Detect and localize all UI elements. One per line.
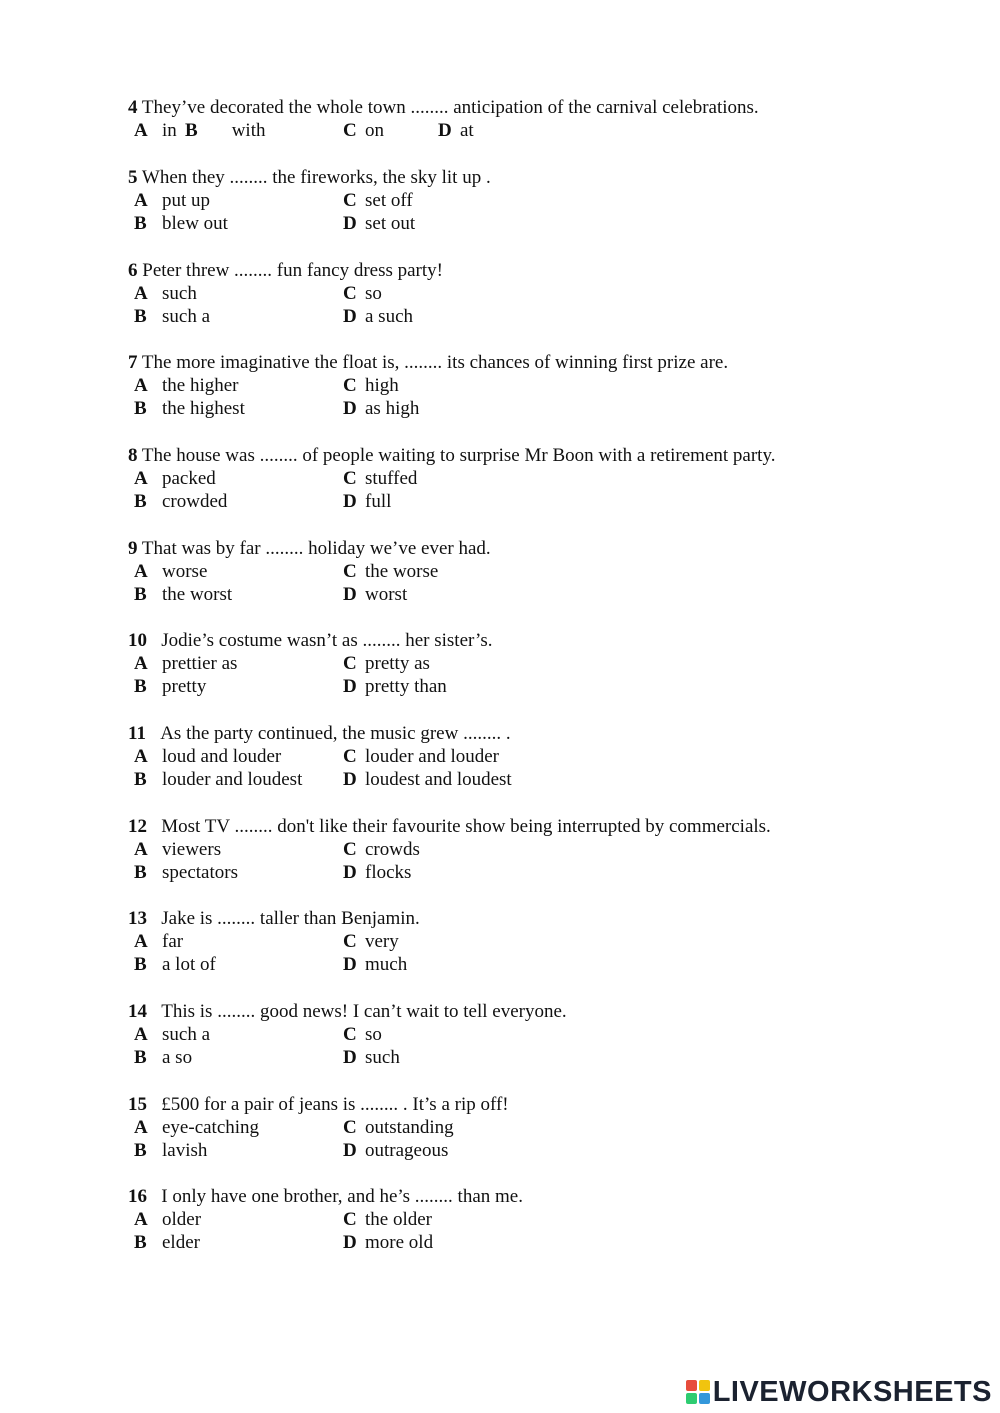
- question-10: [128, 629, 888, 698]
- option-letter: A: [134, 1117, 148, 1138]
- option-text: loud and louder: [162, 746, 282, 767]
- option-letter: B: [185, 120, 198, 141]
- option-text: older: [162, 1209, 202, 1230]
- question-9: [128, 537, 888, 606]
- option-c[interactable]: [343, 189, 413, 212]
- question-14: [128, 1000, 888, 1069]
- option-letter: C: [343, 653, 357, 674]
- option-letter: C: [343, 561, 357, 582]
- question-8: [128, 444, 888, 513]
- brand-wordmark: LIVEWORKSHEETS: [712, 1375, 992, 1408]
- question-text: The house was ........ of people waiting to surprise Mr Boon with a retirement party.: [141, 445, 776, 466]
- option-a[interactable]: [134, 282, 197, 305]
- option-text: at: [460, 120, 474, 141]
- option-letter: A: [134, 1209, 148, 1230]
- option-text: in: [162, 120, 177, 141]
- option-c[interactable]: [343, 652, 430, 675]
- option-text: so: [365, 283, 382, 304]
- options-row: [128, 1231, 888, 1254]
- option-text: the older: [365, 1209, 433, 1230]
- option-text: more old: [365, 1232, 434, 1253]
- options-row: [128, 583, 888, 606]
- option-text: put up: [162, 190, 211, 211]
- options-row: [128, 953, 888, 976]
- options-row: [128, 652, 888, 675]
- options-row: [128, 282, 888, 305]
- option-text: pretty than: [365, 676, 447, 697]
- option-b[interactable]: [134, 305, 210, 328]
- option-c[interactable]: [343, 1023, 382, 1046]
- option-b[interactable]: [134, 675, 206, 698]
- option-letter: C: [343, 375, 357, 396]
- question-text: I only have one brother, and he’s ........ than me.: [161, 1186, 523, 1207]
- option-text: worst: [365, 584, 408, 605]
- option-letter: D: [343, 213, 357, 234]
- option-text: high: [365, 375, 399, 396]
- option-letter: D: [343, 676, 357, 697]
- option-letter: C: [343, 468, 357, 489]
- option-text: stuffed: [365, 468, 418, 489]
- option-text: set off: [365, 190, 413, 211]
- option-letter: B: [134, 398, 147, 419]
- option-letter: D: [343, 1232, 357, 1253]
- options-row: [128, 1046, 888, 1069]
- option-letter: B: [134, 769, 147, 790]
- options-row: [128, 560, 888, 583]
- option-d[interactable]: [343, 1139, 448, 1162]
- option-a[interactable]: [134, 467, 216, 490]
- question-number: 6: [128, 260, 138, 281]
- question-number: 8: [128, 445, 138, 466]
- option-d[interactable]: [343, 490, 391, 513]
- option-letter: A: [134, 746, 148, 767]
- options-row: [128, 1208, 888, 1231]
- option-letter: D: [343, 584, 357, 605]
- question-number: 14: [128, 1001, 147, 1022]
- option-text: crowded: [162, 491, 228, 512]
- question-12: [128, 815, 888, 884]
- option-letter: C: [343, 120, 357, 141]
- question-stem: [128, 1093, 888, 1116]
- option-text: set out: [365, 213, 416, 234]
- option-d[interactable]: [438, 119, 474, 142]
- option-letter: C: [343, 1117, 357, 1138]
- option-text: very: [365, 931, 399, 952]
- option-b[interactable]: [134, 953, 216, 976]
- option-text: such a: [162, 306, 211, 327]
- question-stem: [128, 722, 888, 745]
- question-text: Peter threw ........ fun fancy dress party!: [142, 260, 443, 281]
- question-15: [128, 1093, 888, 1162]
- option-c[interactable]: [343, 1116, 454, 1139]
- option-text: prettier as: [162, 653, 238, 674]
- option-letter: C: [343, 190, 357, 211]
- question-16: [128, 1185, 888, 1254]
- question-stem: [128, 444, 888, 467]
- options-row: [128, 212, 888, 235]
- option-c[interactable]: [343, 467, 417, 490]
- option-text: much: [365, 954, 408, 975]
- option-a[interactable]: [134, 560, 207, 583]
- option-a[interactable]: [134, 189, 210, 212]
- option-c[interactable]: [343, 930, 399, 953]
- option-a[interactable]: [134, 1116, 259, 1139]
- option-letter: A: [134, 283, 148, 304]
- option-text: packed: [162, 468, 216, 489]
- question-stem: [128, 351, 888, 374]
- option-text: such a: [162, 1024, 211, 1045]
- question-text: Most TV ........ don't like their favourite show being interrupted by commercials.: [161, 816, 771, 837]
- option-text: the highest: [162, 398, 245, 419]
- option-letter: D: [438, 120, 452, 141]
- question-number: 12: [128, 816, 147, 837]
- option-letter: C: [343, 1209, 357, 1230]
- option-letter: D: [343, 306, 357, 327]
- option-d[interactable]: [343, 768, 512, 791]
- options-row: [128, 1116, 888, 1139]
- option-letter: C: [343, 1024, 357, 1045]
- option-a[interactable]: [134, 374, 239, 397]
- option-letter: A: [134, 190, 148, 211]
- options-row: [128, 745, 888, 768]
- options-row: [128, 861, 888, 884]
- options-row: [128, 490, 888, 513]
- option-text: pretty: [162, 676, 207, 697]
- option-b[interactable]: [134, 583, 232, 606]
- option-letter: D: [343, 1140, 357, 1161]
- options-row: [128, 768, 888, 791]
- options-row: [128, 397, 888, 420]
- option-text: a such: [365, 306, 414, 327]
- options-row: [128, 189, 888, 212]
- option-a[interactable]: [134, 1208, 201, 1231]
- question-6: [128, 259, 888, 328]
- option-text: elder: [162, 1232, 200, 1253]
- option-text: with: [231, 120, 266, 141]
- option-a[interactable]: [134, 1023, 210, 1046]
- option-text: pretty as: [365, 653, 430, 674]
- question-stem: [128, 815, 888, 838]
- option-letter: C: [343, 283, 357, 304]
- option-text: so: [365, 1024, 382, 1045]
- option-a[interactable]: [134, 930, 183, 953]
- question-number: 13: [128, 908, 147, 929]
- question-number: 9: [128, 538, 138, 559]
- question-number: 4: [128, 97, 138, 118]
- question-13: [128, 907, 888, 976]
- option-letter: A: [134, 375, 148, 396]
- option-letter: D: [343, 398, 357, 419]
- options-row: [128, 305, 888, 328]
- option-text: the higher: [162, 375, 239, 396]
- option-text: outstanding: [365, 1117, 454, 1138]
- option-a[interactable]: [134, 745, 281, 768]
- option-b[interactable]: [134, 397, 245, 420]
- option-text: a lot of: [162, 954, 216, 975]
- question-text: Jodie’s costume wasn’t as ........ her sister’s.: [161, 630, 493, 651]
- option-letter: B: [134, 676, 147, 697]
- question-number: 10: [128, 630, 147, 651]
- option-b[interactable]: [134, 490, 227, 513]
- options-row: [128, 675, 888, 698]
- option-letter: A: [134, 1024, 148, 1045]
- question-text: Jake is ........ taller than Benjamin.: [161, 908, 420, 929]
- option-a[interactable]: [134, 652, 237, 675]
- option-letter: C: [343, 746, 357, 767]
- option-letter: B: [134, 584, 147, 605]
- option-letter: A: [134, 839, 148, 860]
- option-text: such: [365, 1047, 400, 1068]
- option-text: full: [365, 491, 392, 512]
- option-c[interactable]: [343, 374, 399, 397]
- question-text: When they ........ the fireworks, the sky lit up .: [141, 167, 491, 188]
- question-number: 5: [128, 167, 138, 188]
- options-row: [128, 467, 888, 490]
- option-text: worse: [162, 561, 208, 582]
- option-d[interactable]: [343, 675, 447, 698]
- option-b[interactable]: [134, 212, 228, 235]
- option-text: lavish: [162, 1140, 208, 1161]
- question-11: [128, 722, 888, 791]
- question-text: £500 for a pair of jeans is ........ . It’s a rip off!: [161, 1094, 509, 1115]
- option-letter: A: [134, 561, 148, 582]
- option-letter: B: [134, 1047, 147, 1068]
- option-b[interactable]: [134, 768, 302, 791]
- option-text: louder and louder: [365, 746, 500, 767]
- option-text: such: [162, 283, 197, 304]
- option-letter: B: [134, 306, 147, 327]
- option-text: loudest and loudest: [365, 769, 512, 790]
- option-letter: C: [343, 839, 357, 860]
- options-row: [128, 838, 888, 861]
- question-stem: [128, 1000, 888, 1023]
- question-5: [128, 166, 888, 235]
- option-letter: B: [134, 1232, 147, 1253]
- question-text: The more imaginative the float is, ........ its chances of winning first prize are.: [141, 352, 729, 373]
- option-b[interactable]: [134, 1231, 200, 1254]
- option-c[interactable]: [343, 282, 382, 305]
- question-number: 11: [128, 723, 146, 744]
- question-stem: [128, 259, 888, 282]
- question-number: 16: [128, 1186, 147, 1207]
- option-letter: A: [134, 653, 148, 674]
- question-stem: [128, 96, 888, 119]
- option-d[interactable]: [343, 861, 411, 884]
- question-text: That was by far ........ holiday we’ve ever had.: [141, 538, 491, 559]
- option-text: louder and loudest: [162, 769, 303, 790]
- option-letter: A: [134, 120, 148, 141]
- question-stem: [128, 907, 888, 930]
- option-text: viewers: [162, 839, 222, 860]
- option-c[interactable]: [343, 838, 420, 861]
- option-b[interactable]: [134, 1139, 207, 1162]
- question-text: They’ve decorated the whole town ........ anticipation of the carnival celebrations.: [141, 97, 759, 118]
- question-7: [128, 351, 888, 420]
- option-c[interactable]: [343, 119, 384, 142]
- option-letter: B: [134, 491, 147, 512]
- options-row: [128, 119, 888, 142]
- option-c[interactable]: [343, 1208, 432, 1231]
- option-letter: B: [134, 954, 147, 975]
- option-text: flocks: [365, 862, 412, 883]
- option-d[interactable]: [343, 305, 413, 328]
- option-b[interactable]: [134, 861, 238, 884]
- option-text: a so: [162, 1047, 193, 1068]
- option-letter: D: [343, 1047, 357, 1068]
- option-text: far: [162, 931, 184, 952]
- question-stem: [128, 537, 888, 560]
- question-number: 7: [128, 352, 138, 373]
- option-text: the worst: [162, 584, 233, 605]
- option-text: the worse: [365, 561, 439, 582]
- option-c[interactable]: [343, 560, 438, 583]
- question-4: [128, 96, 888, 142]
- option-text: outrageous: [365, 1140, 449, 1161]
- option-text: crowds: [365, 839, 420, 860]
- options-row: [128, 1023, 888, 1046]
- option-letter: A: [134, 931, 148, 952]
- option-letter: D: [343, 954, 357, 975]
- option-d[interactable]: [343, 1231, 433, 1254]
- option-a[interactable]: [134, 838, 221, 861]
- option-d[interactable]: [343, 953, 407, 976]
- option-b[interactable]: [185, 119, 265, 142]
- option-text: spectators: [162, 862, 238, 883]
- options-row: [128, 930, 888, 953]
- option-text: blew out: [162, 213, 228, 234]
- option-text: eye-catching: [162, 1117, 260, 1138]
- question-stem: [128, 1185, 888, 1208]
- question-number: 15: [128, 1094, 147, 1115]
- option-letter: D: [343, 769, 357, 790]
- liveworksheets-logo-icon: [685, 1379, 711, 1405]
- option-d[interactable]: [343, 212, 415, 235]
- option-letter: A: [134, 468, 148, 489]
- question-stem: [128, 166, 888, 189]
- option-letter: B: [134, 213, 147, 234]
- option-text: as high: [365, 398, 420, 419]
- question-text: This is ........ good news! I can’t wait to tell everyone.: [161, 1001, 567, 1022]
- question-text: As the party continued, the music grew ........ .: [160, 723, 511, 744]
- options-row: [128, 1139, 888, 1162]
- option-d[interactable]: [343, 397, 419, 420]
- option-b[interactable]: [134, 1046, 192, 1069]
- liveworksheets-logo: [685, 1377, 992, 1407]
- option-letter: D: [343, 491, 357, 512]
- options-row: [128, 374, 888, 397]
- question-stem: [128, 629, 888, 652]
- option-letter: D: [343, 862, 357, 883]
- option-a[interactable]: [134, 119, 177, 142]
- option-letter: C: [343, 931, 357, 952]
- option-c[interactable]: [343, 745, 499, 768]
- option-d[interactable]: [343, 1046, 400, 1069]
- option-letter: B: [134, 862, 147, 883]
- option-text: on: [365, 120, 384, 141]
- option-letter: B: [134, 1140, 147, 1161]
- option-d[interactable]: [343, 583, 407, 606]
